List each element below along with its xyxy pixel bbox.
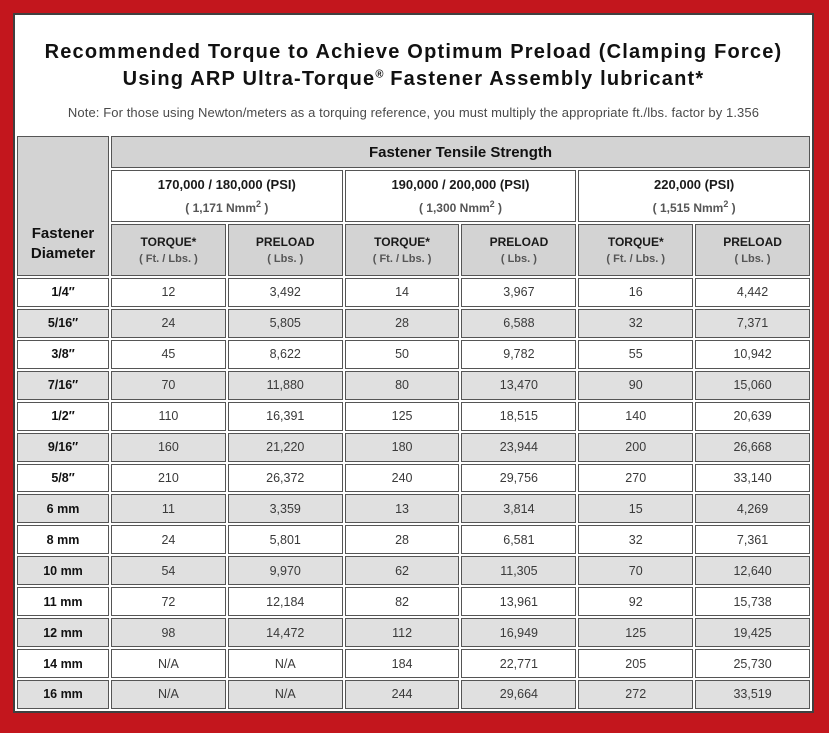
torque-value-cell: 28: [345, 309, 460, 338]
preload-value-cell: 18,515: [461, 402, 576, 431]
preload-value-cell: 16,391: [228, 402, 343, 431]
torque-label: TORQUE*: [607, 235, 664, 249]
diameter-cell: 5/8″: [17, 464, 109, 493]
preload-value-cell: 21,220: [228, 433, 343, 462]
fastener-diameter-header: Fastener Diameter: [17, 136, 109, 276]
preload-label: PRELOAD: [255, 235, 315, 249]
torque-value-cell: 80: [345, 371, 460, 400]
title-line2-post: Fastener Assembly lubricant*: [383, 68, 705, 90]
diameter-cell: 7/16″: [17, 371, 109, 400]
psi-header-row: [17, 170, 810, 222]
torque-value-cell: 125: [345, 402, 460, 431]
nmm-post: ): [261, 201, 269, 215]
preload-value-cell: 9,970: [228, 556, 343, 585]
content-panel: [13, 13, 814, 713]
torque-table-container: [15, 134, 812, 711]
preload-value-cell: 22,771: [461, 649, 576, 678]
preload-value-cell: 15,738: [695, 587, 810, 616]
preload-value-cell: 4,442: [695, 278, 810, 307]
nmm-post: ): [494, 201, 503, 215]
preload-value-cell: 10,942: [695, 340, 810, 369]
table-row: [17, 587, 810, 616]
preload-value-cell: 5,805: [228, 309, 343, 338]
preload-units: ( Lbs. ): [500, 253, 537, 265]
preload-value-cell: 33,140: [695, 464, 810, 493]
torque-units: ( Ft. / Lbs. ): [372, 253, 432, 265]
psi-label: 170,000 / 180,000 (PSI): [157, 177, 296, 192]
preload-value-cell: 7,371: [695, 309, 810, 338]
nmm-label: [579, 199, 809, 215]
torque-value-cell: 24: [111, 525, 226, 554]
torque-value-cell: 55: [578, 340, 693, 369]
torque-value-cell: 270: [578, 464, 693, 493]
torque-value-cell: N/A: [111, 649, 226, 678]
torque-value-cell: 82: [345, 587, 460, 616]
torque-col-header: [111, 224, 226, 276]
preload-units: ( Lbs. ): [267, 253, 304, 265]
diameter-cell: 16 mm: [17, 680, 109, 709]
preload-value-cell: 20,639: [695, 402, 810, 431]
newton-meter-note: Note: For those using Newton/meters as a torquing reference, you must multiply the appropriate ft./lbs. factor by 1.356: [67, 105, 760, 120]
preload-col-header: [228, 224, 343, 276]
diameter-cell: 6 mm: [17, 494, 109, 523]
table-row: [17, 371, 810, 400]
diameter-cell: 11 mm: [17, 587, 109, 616]
preload-value-cell: 11,305: [461, 556, 576, 585]
torque-value-cell: 72: [111, 587, 226, 616]
preload-label: PRELOAD: [723, 235, 782, 249]
psi-group-190-200: [345, 170, 577, 222]
preload-value-cell: 9,782: [461, 340, 576, 369]
torque-value-cell: 32: [578, 309, 693, 338]
preload-value-cell: 26,668: [695, 433, 810, 462]
preload-value-cell: 3,967: [461, 278, 576, 307]
preload-value-cell: 33,519: [695, 680, 810, 709]
table-row: [17, 618, 810, 647]
nmm-sup: 2: [489, 199, 495, 209]
main-header-row: [17, 136, 810, 168]
preload-value-cell: 29,756: [461, 464, 576, 493]
torque-value-cell: 54: [111, 556, 226, 585]
registered-trademark-symbol: ®: [375, 68, 384, 81]
spec-table-body: [17, 278, 810, 709]
table-row: [17, 340, 810, 369]
psi-label: 190,000 / 200,000 (PSI): [391, 177, 530, 192]
torque-value-cell: 205: [578, 649, 693, 678]
preload-value-cell: 29,664: [461, 680, 576, 709]
diameter-cell: 14 mm: [17, 649, 109, 678]
torque-label: TORQUE*: [140, 235, 197, 249]
torque-value-cell: 140: [578, 402, 693, 431]
nmm-label: [346, 199, 576, 215]
torque-value-cell: 160: [111, 433, 226, 462]
diameter-cell: 5/16″: [17, 309, 109, 338]
torque-spec-table: [15, 134, 812, 711]
psi-group-170-180: [111, 170, 343, 222]
torque-value-cell: N/A: [111, 680, 226, 709]
preload-value-cell: 12,640: [695, 556, 810, 585]
torque-value-cell: 210: [111, 464, 226, 493]
torque-value-cell: 200: [578, 433, 693, 462]
torque-value-cell: 125: [578, 618, 693, 647]
nmm-sup: 2: [723, 199, 729, 209]
preload-value-cell: 23,944: [461, 433, 576, 462]
table-row: [17, 649, 810, 678]
table-row: [17, 402, 810, 431]
diameter-cell: 10 mm: [17, 556, 109, 585]
preload-value-cell: N/A: [228, 649, 343, 678]
table-row: [17, 309, 810, 338]
psi-group-220: [578, 170, 810, 222]
diameter-cell: 1/2″: [17, 402, 109, 431]
preload-value-cell: 3,814: [461, 494, 576, 523]
diameter-cell: 8 mm: [17, 525, 109, 554]
torque-value-cell: 180: [345, 433, 460, 462]
table-row: [17, 556, 810, 585]
preload-col-header: [695, 224, 810, 276]
torque-value-cell: 50: [345, 340, 460, 369]
torque-value-cell: 24: [111, 309, 226, 338]
preload-value-cell: 15,060: [695, 371, 810, 400]
torque-value-cell: 110: [111, 402, 226, 431]
page-title-line1: Recommended Torque to Achieve Optimum Preload (Clamping Force): [44, 41, 783, 63]
diameter-cell: 9/16″: [17, 433, 109, 462]
torque-value-cell: 92: [578, 587, 693, 616]
torque-value-cell: 13: [345, 494, 460, 523]
preload-value-cell: 19,425: [695, 618, 810, 647]
table-row: [17, 278, 810, 307]
torque-value-cell: 28: [345, 525, 460, 554]
torque-value-cell: 16: [578, 278, 693, 307]
preload-value-cell: 12,184: [228, 587, 343, 616]
torque-value-cell: 90: [578, 371, 693, 400]
tensile-strength-header: Fastener Tensile Strength: [111, 136, 810, 168]
torque-value-cell: 62: [345, 556, 460, 585]
torque-value-cell: 240: [345, 464, 460, 493]
table-row: [17, 464, 810, 493]
torque-col-header: [578, 224, 693, 276]
torque-value-cell: 184: [345, 649, 460, 678]
preload-col-header: [461, 224, 576, 276]
preload-value-cell: 6,588: [461, 309, 576, 338]
preload-value-cell: 3,359: [228, 494, 343, 523]
preload-value-cell: 14,472: [228, 618, 343, 647]
preload-label: PRELOAD: [489, 235, 549, 249]
torque-value-cell: 272: [578, 680, 693, 709]
diameter-cell: 1/4″: [17, 278, 109, 307]
psi-label: 220,000 (PSI): [654, 177, 735, 192]
nmm-pre: ( 1,300 Nmm: [418, 201, 490, 215]
nmm-label: [112, 199, 342, 215]
preload-value-cell: 11,880: [228, 371, 343, 400]
preload-value-cell: 4,269: [695, 494, 810, 523]
preload-value-cell: 26,372: [228, 464, 343, 493]
preload-value-cell: 25,730: [695, 649, 810, 678]
preload-value-cell: 13,470: [461, 371, 576, 400]
table-row: [17, 680, 810, 709]
page-title-line2: [15, 66, 812, 93]
torque-value-cell: 12: [111, 278, 226, 307]
torque-value-cell: 70: [111, 371, 226, 400]
diameter-cell: 12 mm: [17, 618, 109, 647]
preload-value-cell: 6,581: [461, 525, 576, 554]
torque-col-header: [345, 224, 460, 276]
torque-value-cell: 15: [578, 494, 693, 523]
torque-value-cell: 45: [111, 340, 226, 369]
nmm-sup: 2: [256, 199, 262, 209]
preload-value-cell: N/A: [228, 680, 343, 709]
nmm-pre: ( 1,515 Nmm: [652, 201, 724, 215]
table-row: [17, 525, 810, 554]
preload-value-cell: 3,492: [228, 278, 343, 307]
torque-value-cell: 244: [345, 680, 460, 709]
preload-value-cell: 13,961: [461, 587, 576, 616]
preload-units: ( Lbs. ): [734, 253, 771, 265]
preload-value-cell: 7,361: [695, 525, 810, 554]
torque-units: ( Ft. / Lbs. ): [139, 253, 198, 265]
torque-units: ( Ft. / Lbs. ): [606, 253, 666, 265]
title-line2-pre: Using ARP Ultra-Torque: [122, 68, 376, 90]
nmm-pre: ( 1,171 Nmm: [185, 201, 256, 215]
title-block: [15, 15, 812, 120]
preload-value-cell: 16,949: [461, 618, 576, 647]
torque-value-cell: 70: [578, 556, 693, 585]
table-row: [17, 433, 810, 462]
torque-value-cell: 11: [111, 494, 226, 523]
diameter-cell: 3/8″: [17, 340, 109, 369]
table-row: [17, 494, 810, 523]
column-header-row: [17, 224, 810, 276]
torque-value-cell: 14: [345, 278, 460, 307]
nmm-post: ): [728, 201, 736, 215]
preload-value-cell: 8,622: [228, 340, 343, 369]
preload-value-cell: 5,801: [228, 525, 343, 554]
torque-value-cell: 112: [345, 618, 460, 647]
torque-value-cell: 98: [111, 618, 226, 647]
torque-label: TORQUE*: [374, 235, 430, 249]
torque-value-cell: 32: [578, 525, 693, 554]
